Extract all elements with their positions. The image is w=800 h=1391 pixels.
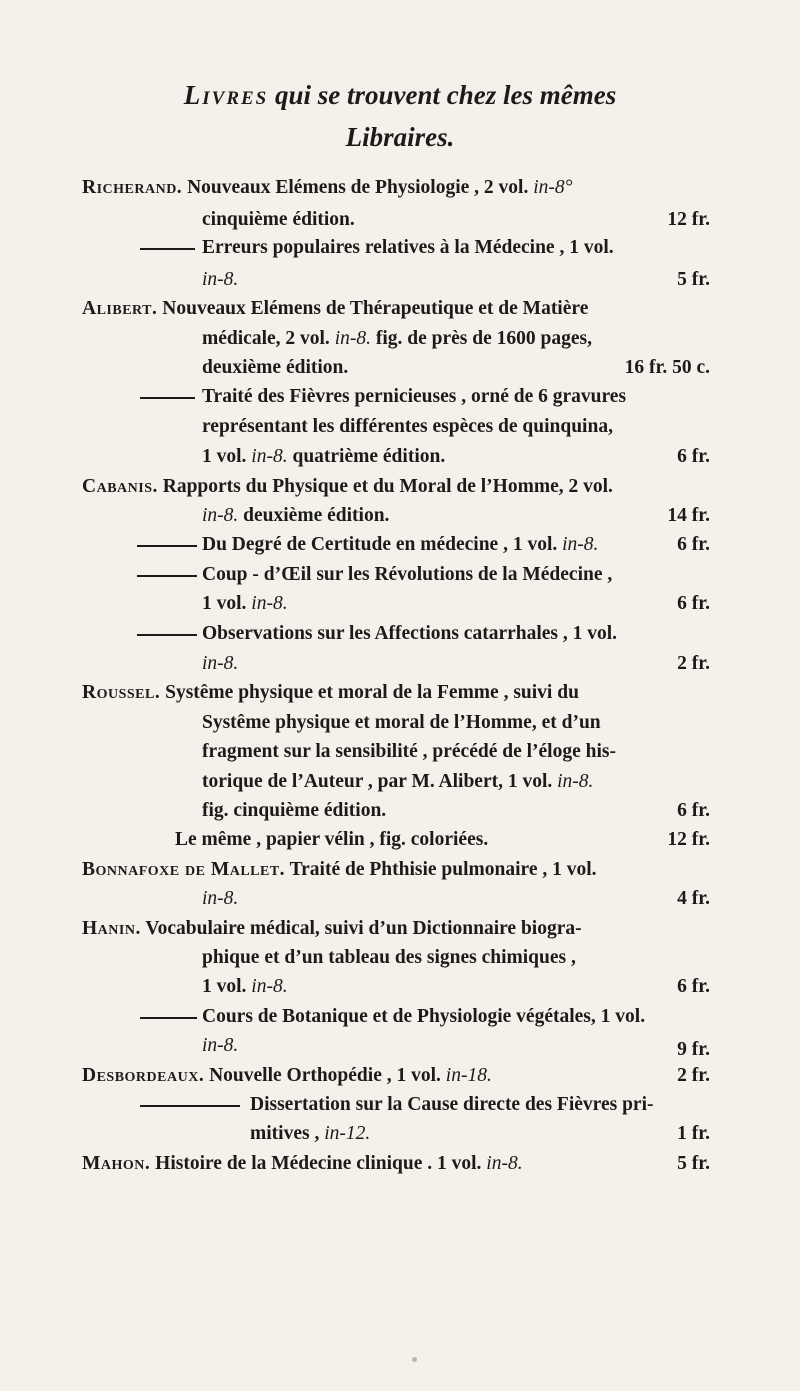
book-format: in-8° bbox=[533, 177, 573, 198]
entry-cabanis-book4-line1: Observations sur les Affections catarrhales , 1 vol. bbox=[202, 623, 618, 644]
entry-roussel-line3: fragment sur la sensibilité , précédé de l’éloge his- bbox=[202, 741, 616, 762]
entry-desbordeaux-book2-line1: Dissertation sur la Cause directe des Fièvres pri- bbox=[250, 1094, 654, 1115]
book-title: Traité de Phthisie pulmonaire , 1 vol. bbox=[289, 859, 597, 880]
entry-desbordeaux-book2-line2 bbox=[250, 1124, 370, 1144]
book-format: in-8. bbox=[202, 505, 239, 526]
entry-alibert-book2-line1: Traité des Fièvres pernicieuses , orné de 6 gravures bbox=[202, 386, 627, 407]
price: 6 fr. bbox=[677, 593, 710, 614]
price: 6 fr. bbox=[677, 446, 710, 467]
book-title: Nouvelle Orthopédie , 1 vol. bbox=[209, 1065, 441, 1086]
page-ornament bbox=[412, 1357, 417, 1362]
ditto-dash bbox=[140, 248, 195, 250]
author-cabanis: Cabanis. bbox=[82, 476, 158, 497]
price: 12 fr. bbox=[667, 209, 710, 230]
ditto-dash bbox=[140, 1105, 240, 1107]
price: 12 fr. bbox=[667, 829, 710, 850]
entry-roussel-variant: Le même , papier vélin , fig. coloriées. bbox=[175, 829, 489, 850]
author-bonnafoxe: Bonnafoxe de Mallet. bbox=[82, 859, 286, 880]
entry-desbordeaux-line1 bbox=[82, 1066, 492, 1086]
text: torique de l’Auteur , par M. Alibert, 1 vol. bbox=[202, 771, 553, 792]
ditto-dash bbox=[140, 1017, 197, 1019]
entry-roussel-line4 bbox=[202, 772, 593, 792]
book-title: Nouveaux Elémens de Physiologie , 2 vol. bbox=[187, 177, 529, 198]
text: médicale, 2 vol. bbox=[202, 328, 330, 349]
book-format: in-8. bbox=[486, 1153, 523, 1174]
entry-richerand-book2: Erreurs populaires relatives à la Médecine , 1 vol. bbox=[202, 237, 614, 258]
book-format: in-8. bbox=[251, 446, 288, 467]
entry-alibert-line1 bbox=[82, 299, 588, 319]
entry-cabanis-line1 bbox=[82, 477, 613, 497]
book-format: in-8. bbox=[562, 534, 599, 555]
entry-alibert-book2-line3 bbox=[202, 447, 445, 467]
entry-roussel-line2: Systême physique et moral de l’Homme, et d’un bbox=[202, 712, 601, 733]
price: 16 fr. 50 c. bbox=[624, 357, 710, 378]
entry-cabanis-line2 bbox=[202, 506, 389, 526]
book-format: in-8. bbox=[557, 771, 594, 792]
price: 1 fr. bbox=[677, 1123, 710, 1144]
price: 2 fr. bbox=[677, 653, 710, 674]
book-format: in-8. bbox=[202, 888, 239, 909]
author-desbordeaux: Desbordeaux. bbox=[82, 1065, 205, 1086]
ditto-dash bbox=[137, 575, 197, 577]
entry-hanin-book2: Cours de Botanique et de Physiologie végétales, 1 vol. bbox=[202, 1006, 646, 1027]
author-hanin: Hanin. bbox=[82, 918, 141, 939]
entry-mahon-line1 bbox=[82, 1154, 523, 1174]
entry-hanin-line3 bbox=[202, 977, 288, 997]
entry-alibert-book2-line2: représentant les différentes espèces de quinquina, bbox=[202, 416, 613, 437]
ditto-dash bbox=[140, 397, 195, 399]
entry-alibert-line3: deuxième édition. bbox=[202, 357, 349, 378]
book-format: in-8. bbox=[334, 328, 371, 349]
title-word-livres: Livres bbox=[183, 80, 269, 110]
book-title: Nouveaux Elémens de Thérapeutique et de Matière bbox=[162, 298, 589, 319]
book-title: Histoire de la Médecine clinique . 1 vol. bbox=[155, 1153, 482, 1174]
text: 1 vol. bbox=[202, 593, 247, 614]
text: Du Degré de Certitude en médecine , 1 vol. bbox=[202, 534, 558, 555]
price: 2 fr. bbox=[677, 1065, 710, 1086]
author-alibert: Alibert. bbox=[82, 298, 158, 319]
entry-cabanis-book3-line1: Coup - d’Œil sur les Révolutions de la Médecine , bbox=[202, 564, 613, 585]
text: fig. de près de 1600 pages, bbox=[375, 328, 592, 349]
entry-cabanis-book3-line2 bbox=[202, 594, 288, 614]
author-roussel: Roussel. bbox=[82, 682, 161, 703]
book-format: in-8. bbox=[251, 593, 288, 614]
price: 9 fr. bbox=[677, 1039, 710, 1060]
book-title: Vocabulaire médical, suivi d’un Dictionnaire biogra- bbox=[145, 918, 582, 939]
entry-richerand-line2: cinquième édition. bbox=[202, 209, 355, 230]
text: 1 vol. bbox=[202, 976, 247, 997]
entry-richerand-line1 bbox=[82, 178, 572, 198]
text: 1 vol. bbox=[202, 446, 247, 467]
price: 6 fr. bbox=[677, 800, 710, 821]
price: 4 fr. bbox=[677, 888, 710, 909]
book-format: in-8. bbox=[251, 976, 288, 997]
price: 5 fr. bbox=[677, 1153, 710, 1174]
text: quatrième édition. bbox=[292, 446, 446, 467]
title-line1-rest: qui se trouvent chez les mêmes bbox=[275, 80, 617, 110]
ditto-dash bbox=[137, 545, 197, 547]
catalogue-title bbox=[0, 80, 800, 111]
author-mahon: Mahon. bbox=[82, 1153, 151, 1174]
text: deuxième édition. bbox=[243, 505, 390, 526]
author-richerand: Richerand. bbox=[82, 177, 183, 198]
entry-cabanis-book2 bbox=[202, 535, 598, 555]
price: 5 fr. bbox=[677, 269, 710, 290]
text: mitives , bbox=[250, 1123, 320, 1144]
book-format: in-12. bbox=[324, 1123, 371, 1144]
entry-alibert-line2 bbox=[202, 329, 592, 349]
price: 6 fr. bbox=[677, 534, 710, 555]
book-format: in-8. bbox=[202, 653, 239, 674]
price: 6 fr. bbox=[677, 976, 710, 997]
book-title: Rapports du Physique et du Moral de l’Homme, 2 vol. bbox=[162, 476, 613, 497]
book-format: in-8. bbox=[202, 269, 239, 290]
entry-roussel-line1 bbox=[82, 683, 579, 703]
catalogue-subtitle: Libraires. bbox=[345, 122, 455, 152]
entry-hanin-line2: phique et d’un tableau des signes chimiques , bbox=[202, 947, 576, 968]
price: 14 fr. bbox=[667, 505, 710, 526]
entry-bonnafoxe-line1 bbox=[82, 860, 597, 880]
book-format: in-18. bbox=[445, 1065, 492, 1086]
entry-roussel-line5: fig. cinquième édition. bbox=[202, 800, 387, 821]
ditto-dash bbox=[137, 634, 197, 636]
book-format: in-8. bbox=[202, 1035, 239, 1056]
entry-hanin-line1 bbox=[82, 919, 582, 939]
book-title: Systême physique et moral de la Femme , suivi du bbox=[165, 682, 579, 703]
